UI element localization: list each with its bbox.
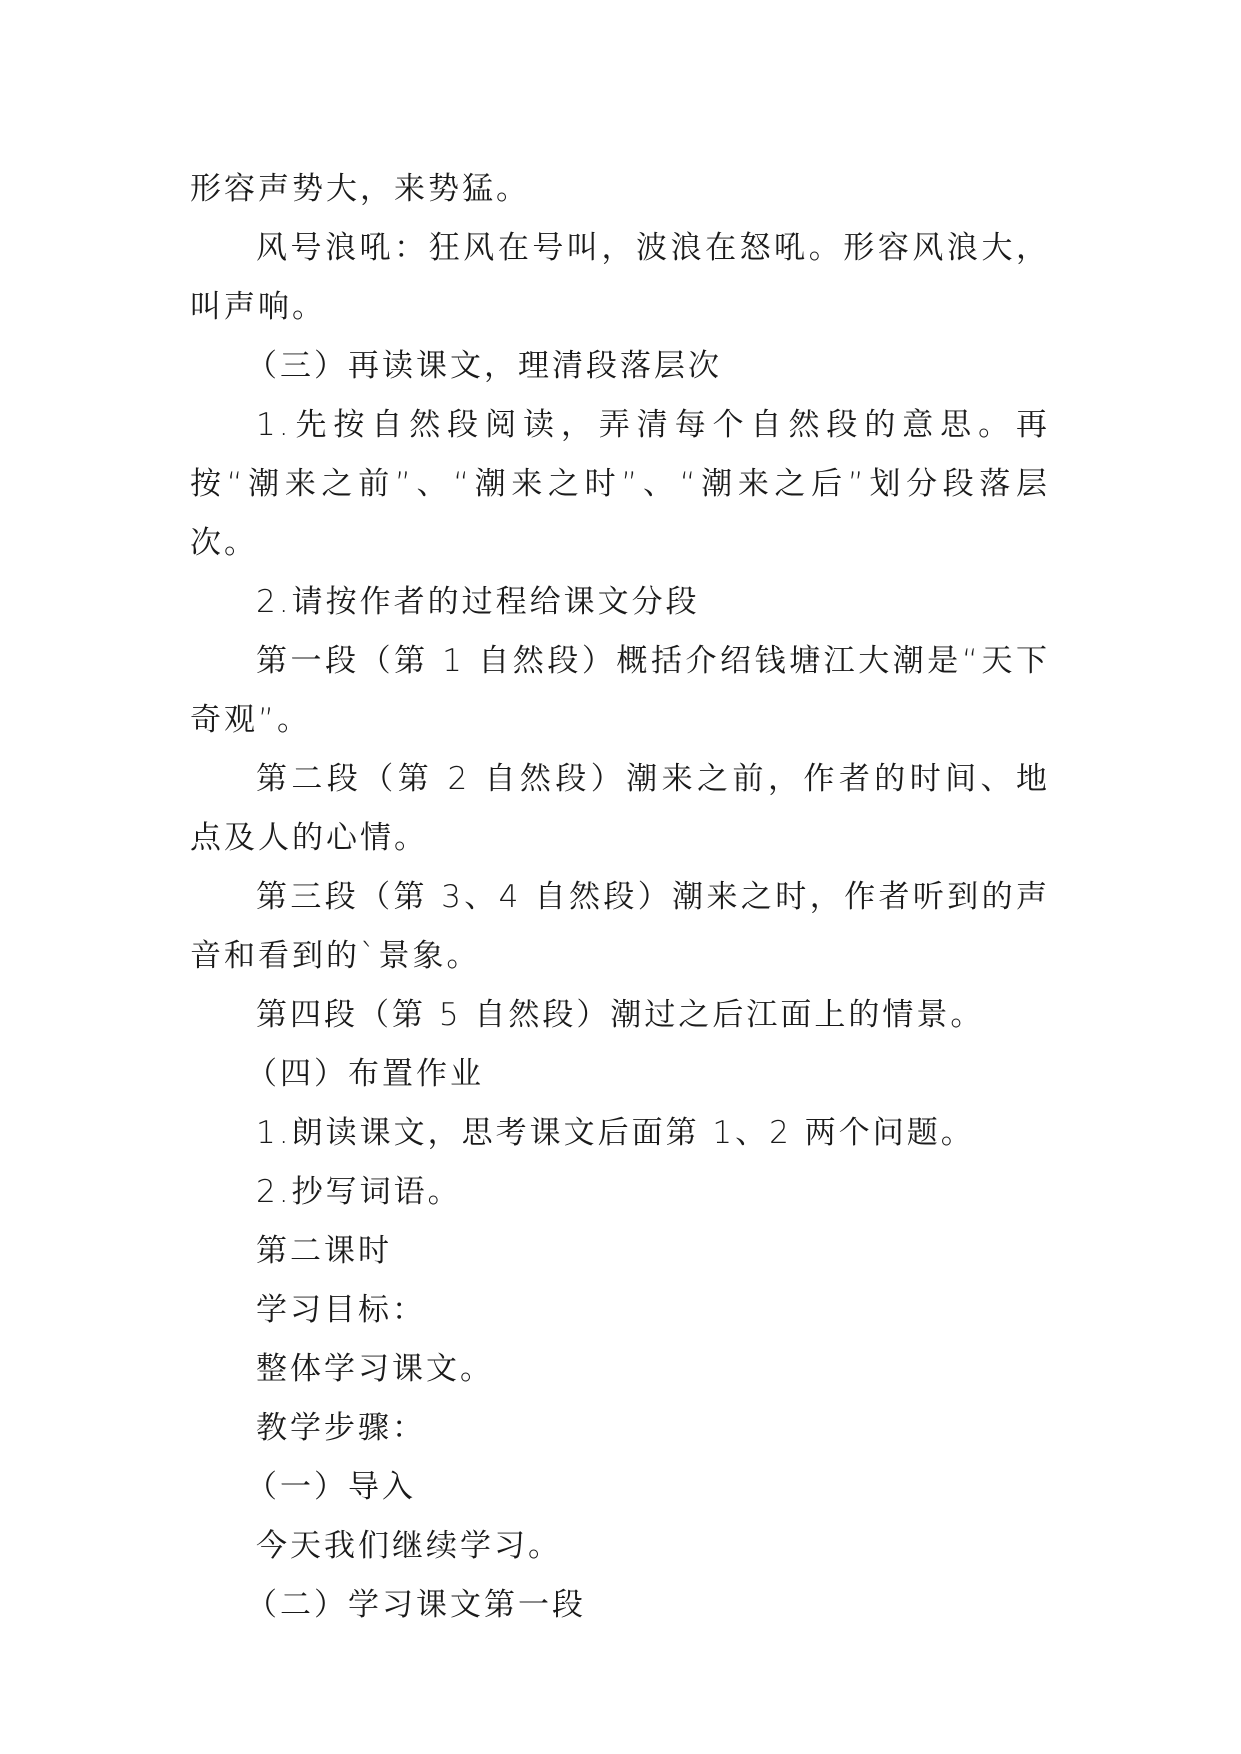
paragraph-continuation: 形容声势大，来势猛。 (190, 171, 530, 207)
paragraph-section-1: 第一段（第 1 自然段）概括介绍钱塘江大潮是“天下奇观”。 (190, 643, 1050, 738)
paragraph-homework-2: 2.抄写词语。 (256, 1174, 462, 1210)
paragraph-section-2: 第二段（第 2 自然段）潮来之前，作者的时间、地点及人的心情。 (190, 761, 1050, 856)
paragraph-section-4: 第四段（第 5 自然段）潮过之后江面上的情景。 (256, 997, 985, 1033)
section-heading-4: （四）布置作业 (246, 1056, 484, 1092)
steps-label: 教学步骤： (256, 1410, 426, 1446)
paragraph-step-1: 1.先按自然段阅读，弄清每个自然段的意思。再按“潮来之前”、“潮来之时”、“潮来之后”划分段落层次。 (190, 407, 1050, 561)
objectives-text: 整体学习课文。 (256, 1351, 494, 1387)
lesson-heading: 第二课时 (256, 1233, 392, 1269)
document-body (190, 160, 1050, 1635)
objectives-label: 学习目标： (256, 1292, 426, 1328)
paragraph-homework-1: 1.朗读课文，思考课文后面第 1、2 两个问题。 (256, 1115, 975, 1151)
paragraph-intro: 今天我们继续学习。 (256, 1528, 562, 1564)
paragraph-step-2: 2.请按作者的过程给课文分段 (256, 584, 700, 620)
paragraph-definition: 风号浪吼：狂风在号叫，波浪在怒吼。形容风浪大，叫声响。 (190, 230, 1050, 325)
section-heading-intro: （一）导入 (246, 1469, 416, 1505)
section-heading-study: （二）学习课文第一段 (246, 1587, 586, 1623)
section-heading-3: （三）再读课文，理清段落层次 (246, 348, 722, 384)
paragraph-section-3: 第三段（第 3、4 自然段）潮来之时，作者听到的声音和看到的`景象。 (190, 879, 1050, 974)
